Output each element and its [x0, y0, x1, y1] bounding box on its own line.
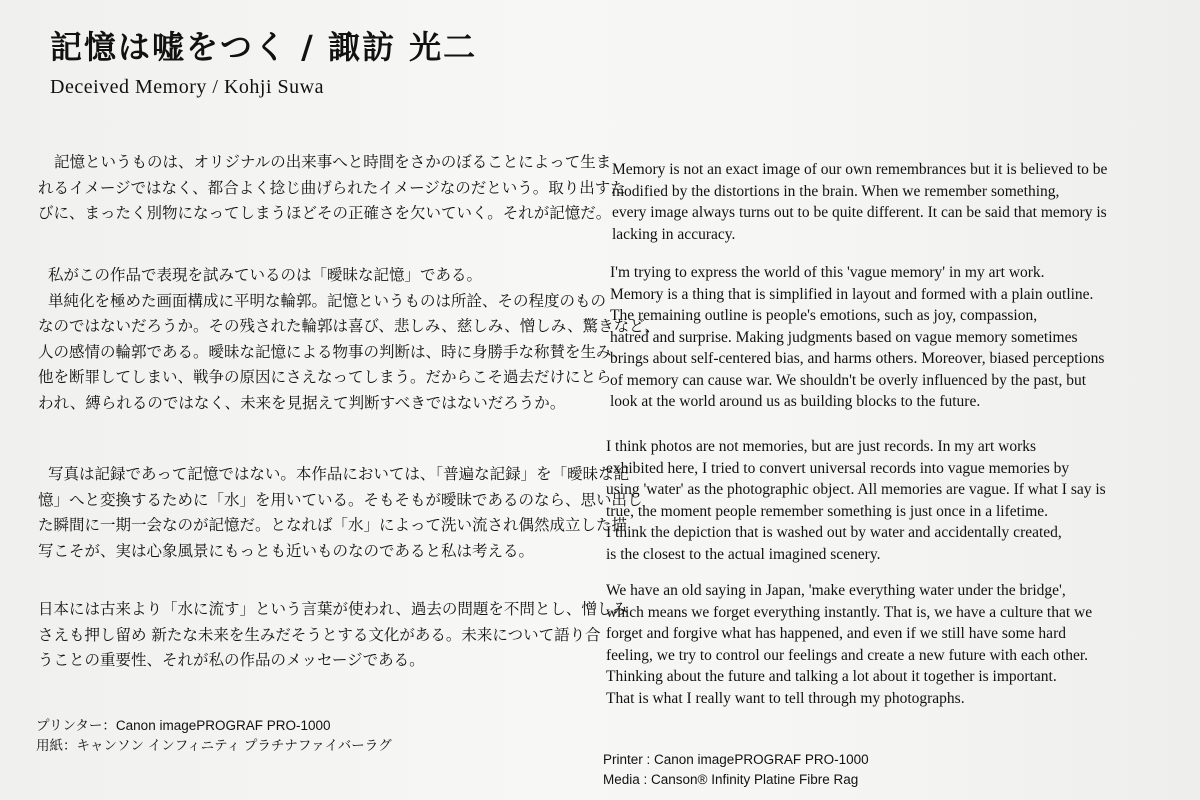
en-media-label: Media : Canson® Infinity Platine Fibre Rag — [603, 772, 859, 787]
text-line: 他を断罪してしまい、戦争の原因にさえなってしまう。だからこそ過去だけにとら — [38, 368, 612, 386]
text-line: lacking in accuracy. — [612, 225, 736, 243]
text-line: 単純化を極めた画面構成に平明な輪郭。記憶というものは所詮、その程度のもの — [48, 291, 607, 310]
text-line: forget and forgive what has happened, and even if we still have some hard — [606, 625, 1066, 642]
title-english: Deceived Memory / Kohji Suwa — [50, 76, 324, 98]
text-line: うことの重要性、それが私の作品のメッセージである。 — [38, 651, 425, 669]
jp-paragraph-2 — [38, 263, 661, 416]
text-line: Memory is not an exact image of our own remembrances but it is believed to be — [612, 161, 1108, 178]
jp-print-info — [36, 716, 392, 756]
text-line: of memory can cause war. We shouldn't be overly influenced by the past, but — [610, 371, 1087, 389]
en-printer-label: Printer : Canon imagePROGRAF PRO-1000 — [603, 752, 869, 767]
en-paragraph-3 — [606, 436, 1166, 565]
text-line: That is what I really want to tell through my photographs. — [606, 689, 965, 707]
text-line: brings about self-centered bias, and harms others. Moreover, biased perceptions — [610, 350, 1105, 367]
jp-media-label: 用紙：キャンソン インフィニティ プラチナファイバーラグ — [36, 738, 392, 753]
en-print-info — [603, 750, 869, 790]
text-line: なのではないだろうか。その残された輪郭は喜び、悲しみ、慈しみ、憎しみ、驚きなど、 — [38, 317, 661, 335]
text-line: 写真は記録であって記憶ではない。本作品においては、「普遍な記録」を「曖昧な記 — [48, 465, 630, 483]
text-line: We have an old saying in Japan, 'make everything water under the bridge', — [606, 582, 1066, 599]
text-line: feeling, we try to control our feelings and create a new future with each other. — [606, 646, 1089, 664]
text-line: れるイメージではなく、都合よく捻じ曲げられたイメージなのだという。取り出すた — [38, 178, 626, 197]
text-line: 私がこの作品で表現を試みているのは「曖昧な記憶」である。 — [48, 266, 483, 284]
text-line: 記憶というものは、オリジナルの出来事へと時間をさかのぼることによって生ま — [54, 153, 612, 171]
text-line: I'm trying to express the world of this 'vague memory' in my art work. — [610, 264, 1045, 281]
text-line: hatred and surprise. Making judgments based on vague memory sometimes — [610, 328, 1078, 346]
text-line: た瞬間に一期一会なのが記憶だ。となれば「水」によって洗い流され偶然成立した描 — [38, 516, 628, 534]
text-line: I think the depiction that is washed out by water and accidentally created, — [606, 524, 1062, 541]
text-line: look at the world around us as building blocks to the future. — [610, 393, 981, 410]
text-line: 人の感情の輪郭である。曖昧な記憶による物事の判断は、時に身勝手な称賛を生み、 — [38, 342, 628, 361]
text-line: using 'water' as the photographic object. All memories are vague. If what I say is — [606, 481, 1106, 498]
text-line: Thinking about the future and talking a lot about it together is important. — [606, 668, 1057, 685]
text-line: true, the moment people remember something is just once in a lifetime. — [606, 502, 1049, 520]
text-line: びに、まったく別物になってしまうほどその正確さを欠いていく。それが記憶だ。 — [38, 204, 612, 222]
en-paragraph-2 — [606, 262, 1166, 413]
text-line: modified by the distortions in the brain. When we remember something, — [612, 182, 1060, 200]
text-line: is the closest to the actual imagined scenery. — [606, 545, 881, 563]
en-paragraph-1 — [606, 159, 1166, 245]
jp-printer-label: プリンター：Canon imagePROGRAF PRO-1000 — [36, 718, 331, 733]
text-line: exhibited here, I tried to convert universal records into vague memories by — [606, 459, 1070, 477]
text-line: I think photos are not memories, but are just records. In my art works — [606, 438, 1037, 455]
text-line: which means we forget everything instantly. That is, we have a culture that we — [606, 603, 1093, 621]
text-line: Memory is a thing that is simplified in layout and formed with a plain outline. — [610, 285, 1094, 303]
text-line: every image always turns out to be quite different. It can be said that memory is — [612, 204, 1107, 221]
jp-paragraph-3 — [38, 462, 643, 564]
en-paragraph-4 — [606, 580, 1166, 709]
text-line: われ、縛られるのではなく、未来を見据えて判断すべきではないだろうか。 — [38, 393, 566, 412]
text-line: 憶」へと変換するために「水」を用いている。そもそもが曖昧であるのなら、思い出し — [38, 490, 643, 509]
text-line: さえも押し留め 新たな未来を生みだそうとする文化がある。未来について語り合 — [38, 625, 601, 644]
title-japanese: 記憶は嘘をつく / 諏訪 光二 — [50, 28, 478, 66]
text-line: The remaining outline is people's emotions, such as joy, compassion, — [610, 307, 1038, 324]
jp-paragraph-4 — [38, 597, 628, 674]
text-line: 日本には古来より「水に流す」という言葉が使われ、過去の問題を不問とし、憎しみ — [38, 600, 628, 618]
jp-paragraph-1 — [38, 150, 626, 227]
text-line: 写こそが、実は心象風景にもっとも近いものなのであると私は考える。 — [38, 541, 535, 560]
